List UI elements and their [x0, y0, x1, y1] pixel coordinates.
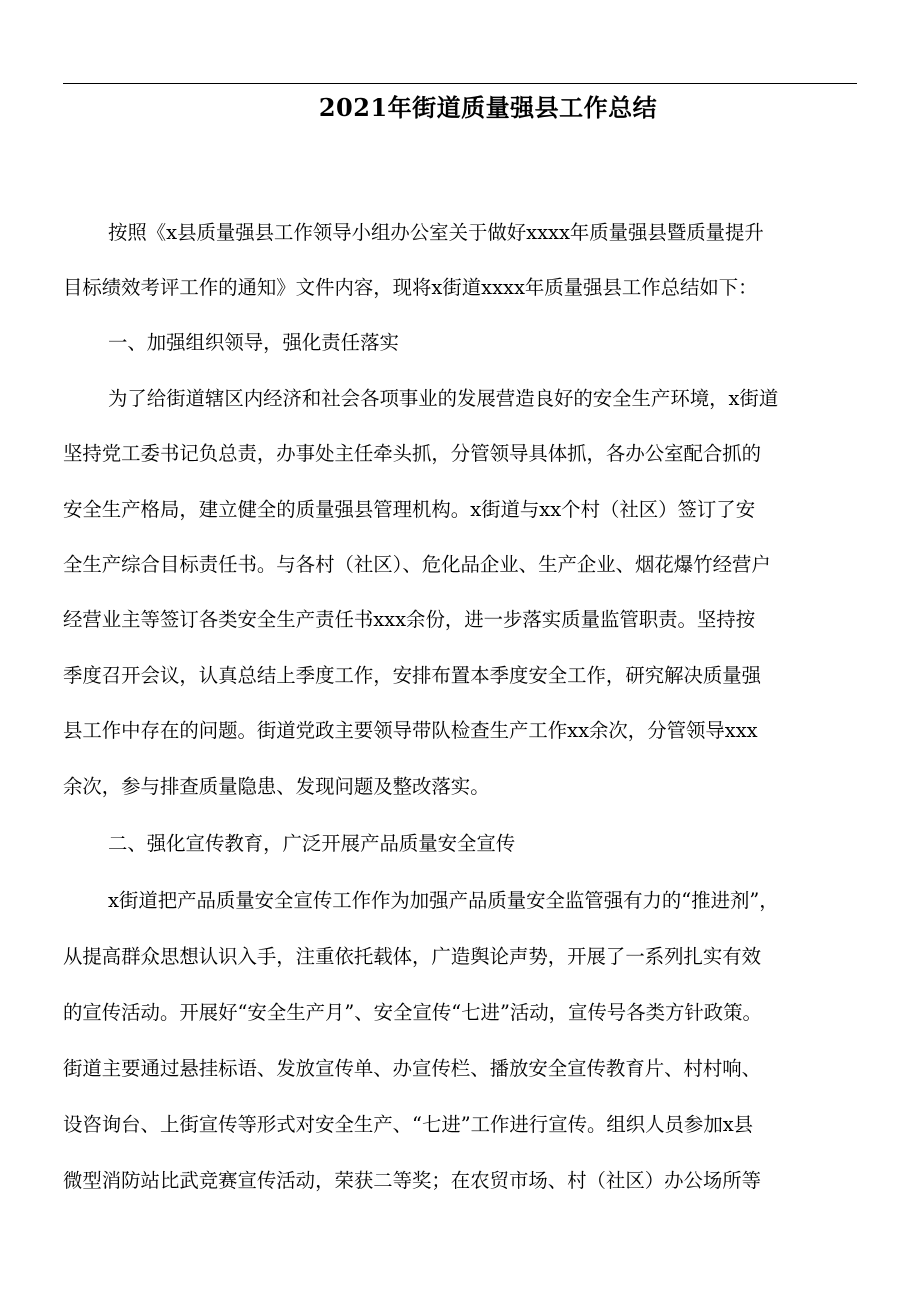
body-line: 县工作中存在的问题。街道党政主要领导带队检查生产工作xx余次，分管领导xxx [63, 719, 758, 742]
body-line: 安全生产格局，建立健全的质量强县管理机构。x街道与xx个村（社区）签订了安 [63, 498, 756, 521]
header-rule [63, 83, 857, 84]
body-line: 余次，参与排查质量隐患、发现问题及整改落实。 [63, 775, 490, 798]
body-line: 全生产综合目标责任书。与各村（社区）、危化品企业、生产企业、烟花爆竹经营户 [63, 553, 771, 576]
body-line: 目标绩效考评工作的通知》文件内容，现将x街道xxxx年质量强县工作总结如下： [63, 276, 758, 299]
body-line: 街道主要通过悬挂标语、发放宣传单、办宣传栏、播放安全宣传教育片、村村响、 [63, 1057, 762, 1080]
body-line: 为了给街道辖区内经济和社会各项事业的发展营造良好的安全生产环境，x街道 [108, 387, 779, 410]
body-line: 按照《x县质量强县工作领导小组办公室关于做好xxxx年质量强县暨质量提升 [108, 221, 764, 244]
body-line: 从提高群众思想认识入手，注重依托载体，广造舆论声势，开展了一系列扎实有效 [63, 945, 762, 968]
body-line: 的宣传活动。开展好“安全生产月”、安全宣传“七进”活动，宣传号各类方针政策。 [63, 1001, 762, 1024]
body-line: 设咨询台、上街宣传等形式对安全生产、“七进”工作进行宣传。组织人员参加x县 [63, 1113, 754, 1136]
document-title: 2021年街道质量强县工作总结 [318, 93, 658, 122]
body-line: x街道把产品质量安全宣传工作作为加强产品质量安全监管强有力的“推进剂”， [108, 889, 779, 912]
body-line: 微型消防站比武竞赛宣传活动，荣获二等奖；在农贸市场、村（社区）办公场所等 [63, 1169, 762, 1192]
section-heading: 一、加强组织领导，强化责任落实 [108, 331, 399, 354]
body-line: 坚持党工委书记负总责，办事处主任牵头抓，分管领导具体抓，各办公室配合抓的 [63, 442, 762, 465]
section-heading: 二、强化宣传教育，广泛开展产品质量安全宣传 [108, 832, 516, 855]
body-line: 经营业主等签订各类安全生产责任书xxx余份，进一步落实质量监管职责。坚持按 [63, 608, 756, 631]
body-line: 季度召开会议，认真总结上季度工作，安排布置本季度安全工作，研究解决质量强 [63, 664, 762, 687]
